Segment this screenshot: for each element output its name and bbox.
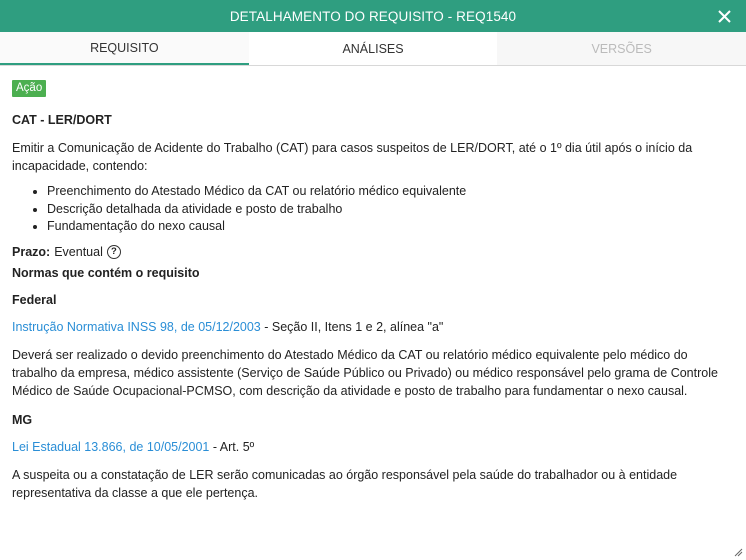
list-item: • Descrição detalhada da atividade e posto de trabalho (47, 201, 734, 219)
dialog-header (0, 0, 746, 32)
type-badge: Ação (12, 80, 46, 97)
requirement-description: Emitir a Comunicação de Acidente do Trabalho (CAT) para casos suspeitos de LER/DORT, até o 1º dia útil após o início da incapacidade, contendo: (12, 141, 693, 173)
list-item: • Fundamentação do nexo causal (47, 218, 734, 236)
federal-heading: Federal (12, 292, 57, 307)
tab-requisito[interactable] (0, 32, 249, 65)
tab-versoes (497, 32, 746, 65)
federal-norm-link[interactable]: Instrução Normativa INSS 98, de 05/12/2003 (12, 319, 261, 334)
tab-label: REQUISITO (90, 40, 159, 55)
requirement-title: CAT - LER/DORT (12, 113, 112, 127)
resize-handle-icon[interactable] (733, 547, 743, 557)
state-norm-detail: - Art. 5º (209, 439, 255, 454)
normas-heading: Normas que contém o requisito (12, 265, 200, 280)
requirement-bullets (47, 183, 734, 236)
requirement-content (12, 80, 734, 502)
state-norm-link[interactable]: Lei Estadual 13.866, de 10/05/2001 (12, 439, 210, 454)
state-heading: MG (12, 412, 33, 427)
federal-reference (12, 320, 734, 334)
dialog-title: DETALHAMENTO DO REQUISITO - REQ1540 (229, 8, 517, 24)
tab-bar (0, 32, 746, 66)
prazo-value: Eventual (54, 244, 103, 259)
state-reference (12, 440, 734, 454)
question-circle-icon[interactable]: ? (107, 245, 121, 259)
list-item: • Preenchimento do Atestado Médico da CAT ou relatório médico equivalente (47, 183, 734, 201)
federal-norm-detail: - Seção II, Itens 1 e 2, alínea "a" (260, 319, 444, 334)
close-icon[interactable] (714, 6, 734, 26)
federal-norm-text: Deverá ser realizado o devido preenchimento do Atestado Médico da CAT ou relatório médico equivalente pelo médico do trabalho da empresa, médico assistente (Serviço de Saúde Público ou Privado) ou médico responsável pelo grama de Controle Médico de Saúde Ocupacional-PCMSO, com descrição da atividade e posto de trabalho para fundamentar o nexo causal. (12, 347, 718, 398)
tab-label: ANÁLISES (342, 41, 404, 56)
tab-label: VERSÕES (591, 41, 652, 56)
prazo-row (12, 245, 734, 259)
tab-analises[interactable] (249, 32, 498, 65)
prazo-label: Prazo: (12, 244, 51, 259)
state-norm-text: A suspeita ou a constatação de LER serão comunicadas ao órgão responsável pela saúde do trabalhador ou à entidade representativa da classe a que ele pertença. (12, 467, 678, 500)
